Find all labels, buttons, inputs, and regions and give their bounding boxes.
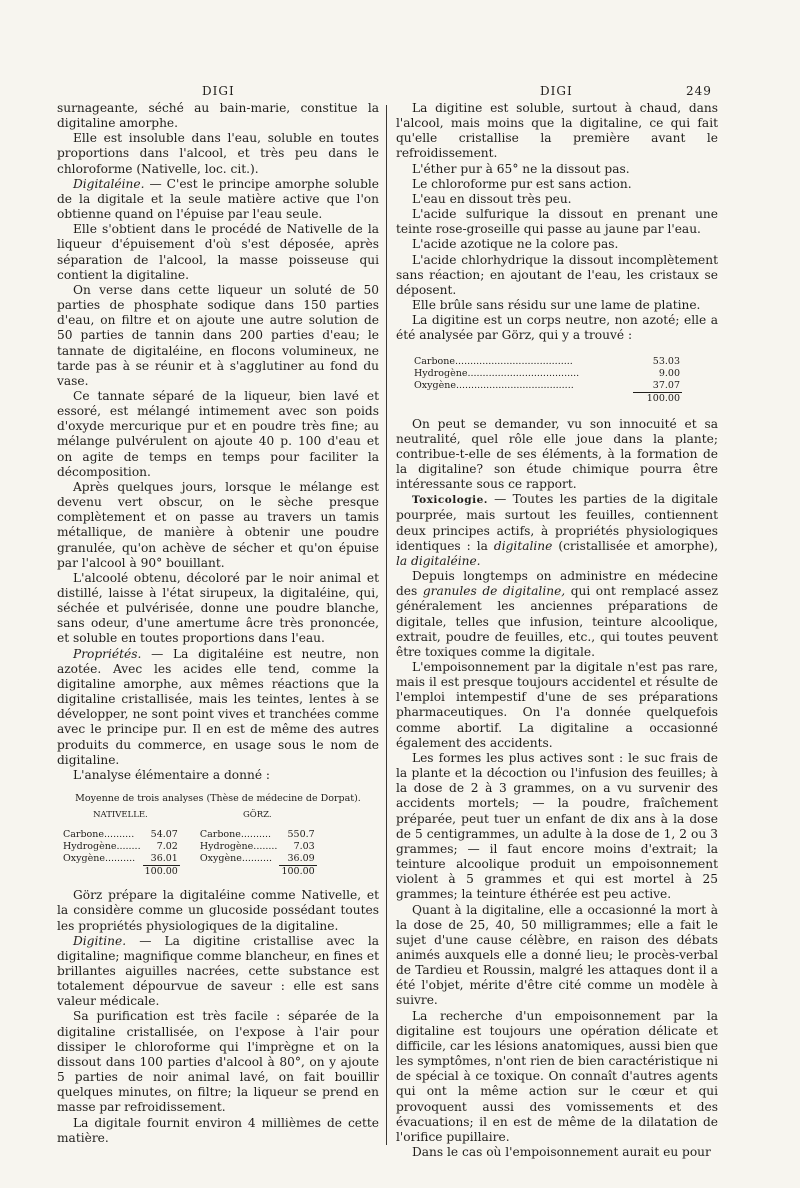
table-row bbox=[61, 829, 317, 841]
section-heading: Digitine. bbox=[73, 933, 127, 948]
paragraph-text: Depuis longtemps on administre en médecine des bbox=[396, 569, 718, 599]
table-row bbox=[61, 841, 317, 853]
table-row bbox=[412, 380, 682, 393]
paragraph-text: qui ont remplacé assez généralement les anciennes préparations de digitale, telles que infusion, teinture alcoolique, extrait, poudre de feuilles, etc., qui toutes peuvent être toxiques comme la digitale. bbox=[396, 584, 718, 659]
table-cell: 7.02 bbox=[156, 841, 178, 853]
paragraph-text: — Toutes les parties de la digitale pourprée, mais surtout les feuilles, contiennent deux principes actifs, à propriétés physiologiques identiques : la bbox=[396, 492, 718, 553]
paragraph: L'analyse élémentaire a donné : bbox=[73, 767, 271, 782]
table-cell: Hydrogène..................................... bbox=[414, 367, 580, 379]
table-cell: 550.7 bbox=[287, 829, 315, 841]
table-row bbox=[412, 368, 682, 380]
left-running-head: DIGI bbox=[202, 84, 235, 98]
paragraph: L'eau en dissout très peu. bbox=[412, 191, 572, 206]
table-cell: 37.07 bbox=[652, 379, 680, 391]
table-cell: 9.00 bbox=[658, 367, 680, 379]
right-column bbox=[396, 101, 718, 1160]
paragraph: La recherche d'un empoisonnement par la digitaline est toujours une opération délicate et difficile, car les lésions anatomiques, aussi bien que les symptômes, n'ont rien de bien caractéristique ni de spécial à ce toxique. On connaît d'autres agents qui ont la même action sur le cœur et qui provoquent aussi des vomissements et des évacuations; il en est de même de la dilatation de l'orifice pupillaire. bbox=[396, 1008, 718, 1144]
left-column bbox=[57, 101, 379, 1146]
analysis-table bbox=[412, 356, 682, 405]
table-cell: 36.09 bbox=[287, 853, 315, 865]
table-header: GÖRZ. bbox=[242, 810, 272, 821]
table-cell: Hydrogène........ bbox=[63, 841, 141, 853]
paragraph: Dans le cas où l'empoisonnement aurait eu pour bbox=[412, 1145, 711, 1159]
paragraph: Sa purification est très facile : séparée de la digitaline cristallisée, on l'expose à l'air pour dissiper le chloroforme qui l'imprègne et on la dissout dans 100 parties d'alcool à 80°, on y ajoute 5 parties de noir animal lavé, on fait bouillir quelques minutes, on filtre; la liqueur se prend en masse par refroidissement. bbox=[57, 1009, 379, 1115]
paragraph-text: granules de digitaline, bbox=[422, 584, 566, 599]
table-total: 100.00 bbox=[281, 866, 315, 878]
paragraph: L'acide chlorhydrique la dissout incomplètement sans réaction; en ajoutant de l'eau, les cristaux se déposent. bbox=[396, 252, 718, 297]
paragraph-text: la digitaléine. bbox=[396, 553, 481, 568]
table-cell: 7.03 bbox=[293, 841, 315, 853]
section-heading: Propriétés. bbox=[73, 646, 142, 661]
paragraph-text: — La digitaléine est neutre, non azotée. Avec les acides elle tend, comme la digitaline amorphe, aux mêmes réactions que la digitaline cristallisée, mais les teintes, lentes à se développer, ne sont point vives et tranchées comme avec le principe pur. Il en est de même des autres produits du commerce, en usage sous le nom de digitaline. bbox=[57, 646, 379, 767]
paragraph: Les formes les plus actives sont : le suc frais de la plante et la décoction ou l'infusion des feuilles; à la dose de 2 à 3 grammes, on a vu survenir des accidents mortels; — la poudre, fraîchement préparée, peut tuer un enfant de dix ans à la dose de 5 centigrammes, un adulte à la dose de 1, 2 ou 3 grammes; — il faut encore moins d'extrait; la teinture alcoolique produit un empoisonnement violent à 5 grammes et qui est mortel à 25 grammes; la teinture éthérée est peu active. bbox=[396, 750, 718, 902]
paragraph: L'acide sulfurique la dissout en prenant une teinte rose-groseille qui passe au jaune par l'eau. bbox=[396, 207, 718, 237]
paragraph: surnageante, séché au bain-marie, constitue la digitaline amorphe. bbox=[57, 101, 379, 131]
paragraph: L'alcoolé obtenu, décoloré par le noir animal et distillé, laisse à l'état sirupeux, la digitaléine, qui, séchée et pulvérisée, donne une poudre blanche, sans odeur, d'une amertume âcre très prononcée, et soluble en toutes proportions dans l'eau. bbox=[57, 570, 379, 646]
paragraph: Quant à la digitaline, elle a occasionné la mort à la dose de 25, 40, 50 milligrammes; elle a fait le sujet d'une cause célèbre, en raison des débats animés auxquels elle a donné lieu; le procès-verbal de Tardieu et Roussin, malgré les attaques dont il a été l'objet, mérite d'être cité comme un modèle à suivre. bbox=[396, 902, 718, 1008]
paragraph bbox=[396, 569, 718, 660]
paragraph-text: — C'est le principe amorphe soluble de la digitale et la seule matière active que l'on obtienne quand on l'épuise par l'eau seule. bbox=[57, 176, 379, 222]
table-cell: Oxygène.......... bbox=[199, 853, 273, 865]
paragraph: On peut se demander, vu son innocuité et sa neutralité, quel rôle elle joue dans la plante; contribue-t-elle de ses éléments, à la formation de la digitaline? son étude chimique pourra être intéressante sous ce rapport. bbox=[396, 416, 718, 492]
paragraph: La digitine est un corps neutre, non azoté; elle a été analysée par Görz, qui y a trouvé : bbox=[396, 313, 718, 343]
table-caption: Moyenne de trois analyses (Thèse de médecine de Dorpat). bbox=[75, 793, 361, 805]
table-cell: Hydrogène........ bbox=[199, 841, 278, 853]
column-divider bbox=[386, 105, 387, 1145]
paragraph: Elle brûle sans résidu sur une lame de platine. bbox=[412, 298, 701, 313]
analysis-table bbox=[61, 809, 317, 878]
paragraph: Görz prépare la digitaléine comme Nativelle, et la considère comme un glucoside possédant toutes les propriétés physiologiques de la digitaline. bbox=[57, 888, 379, 933]
paragraph: L'éther pur à 65° ne la dissout pas. bbox=[412, 161, 630, 176]
paragraph: Ce tannate séparé de la liqueur, bien lavé et essoré, est mélangé intimement avec son poids d'oxyde mercurique pur et en poudre très fine; au mélange pulvérulent on ajoute 40 p. 100 d'eau et on agite de temps en temps pour faciliter la décomposition. bbox=[57, 388, 379, 479]
paragraph: L'empoisonnement par la digitale n'est pas rare, mais il est presque toujours accidentel et résulte de l'emploi intempestif d'une de ses préparations pharmaceutiques. On l'a donnée quelquefois comme abortif. La digitaline a occasionné également des accidents. bbox=[396, 660, 718, 750]
table-cell: Carbone.......... bbox=[199, 829, 272, 841]
table-row bbox=[412, 356, 682, 368]
paragraph bbox=[396, 492, 718, 569]
table-row bbox=[61, 853, 317, 866]
table-total-row bbox=[61, 866, 317, 879]
paragraph: On verse dans cette liqueur un soluté de 50 parties de phosphate sodique dans 150 parties d'eau, on filtre et on ajoute une autre solution de 50 parties de tannin dans 200 parties d'eau; le tannate de digitaléine, en flocons volumineux, ne tarde pas à se réunir et à s'agglutiner au fond du vase. bbox=[57, 282, 379, 388]
table-cell: Oxygène....................................... bbox=[414, 379, 574, 391]
paragraph-text: — La digitine cristallise avec la digitaline; magnifique comme blancheur, en fines et brillantes aiguilles nacrées, cette substance est totalement dépourvue de saveur : elle est sans valeur médicale. bbox=[57, 933, 379, 1009]
paragraph: Elle est insoluble dans l'eau, soluble en toutes proportions dans l'alcool, et très peu dans le chloroforme (Nativelle, loc. cit.). bbox=[57, 131, 379, 176]
table-cell: Carbone.......... bbox=[63, 829, 135, 841]
table-cell: 36.01 bbox=[150, 853, 178, 865]
table-cell: Oxygène.......... bbox=[63, 853, 136, 865]
table-cell: 53.03 bbox=[652, 355, 680, 367]
paragraph bbox=[57, 177, 379, 222]
section-heading: Digitaléine. bbox=[73, 176, 145, 191]
table-total: 100.00 bbox=[633, 392, 682, 405]
table-cell: 54.07 bbox=[150, 829, 178, 841]
paragraph: L'acide azotique ne la colore pas. bbox=[412, 237, 619, 252]
paragraph: Après quelques jours, lorsque le mélange est devenu vert obscur, on le sèche presque complètement et on passe au travers un tamis métallique, de manière à obtenir une poudre granulée, qu'on achève de sécher et qu'on épuise par l'alcool à 90° bouillant. bbox=[57, 479, 379, 570]
table-total: 100.00 bbox=[144, 866, 178, 878]
paragraph bbox=[57, 647, 379, 768]
table-header: NATIVELLE. bbox=[93, 810, 148, 821]
paragraph bbox=[57, 934, 379, 1010]
paragraph-text: digitaline bbox=[493, 538, 553, 553]
table-total-row bbox=[412, 392, 682, 405]
paragraph: La digitale fournit environ 4 millièmes de cette matière. bbox=[57, 1115, 379, 1145]
right-running-head: DIGI bbox=[540, 84, 573, 98]
paragraph: Elle s'obtient dans le procédé de Nativelle de la liqueur d'épuisement d'où s'est déposée, après séparation de l'alcool, la masse poisseuse qui contient la digitaline. bbox=[57, 222, 379, 282]
table-cell: Carbone....................................... bbox=[414, 355, 573, 367]
paragraph: Le chloroforme pur est sans action. bbox=[412, 176, 632, 191]
page-number: 249 bbox=[686, 84, 712, 98]
paragraph-text: (cristallisée et amorphe), bbox=[552, 538, 718, 553]
section-heading: Toxicologie. bbox=[412, 494, 488, 507]
paragraph: La digitine est soluble, surtout à chaud, dans l'alcool, mais moins que la digitaline, ce qui fait qu'elle cristallise la première avant le refroidissement. bbox=[396, 101, 718, 161]
